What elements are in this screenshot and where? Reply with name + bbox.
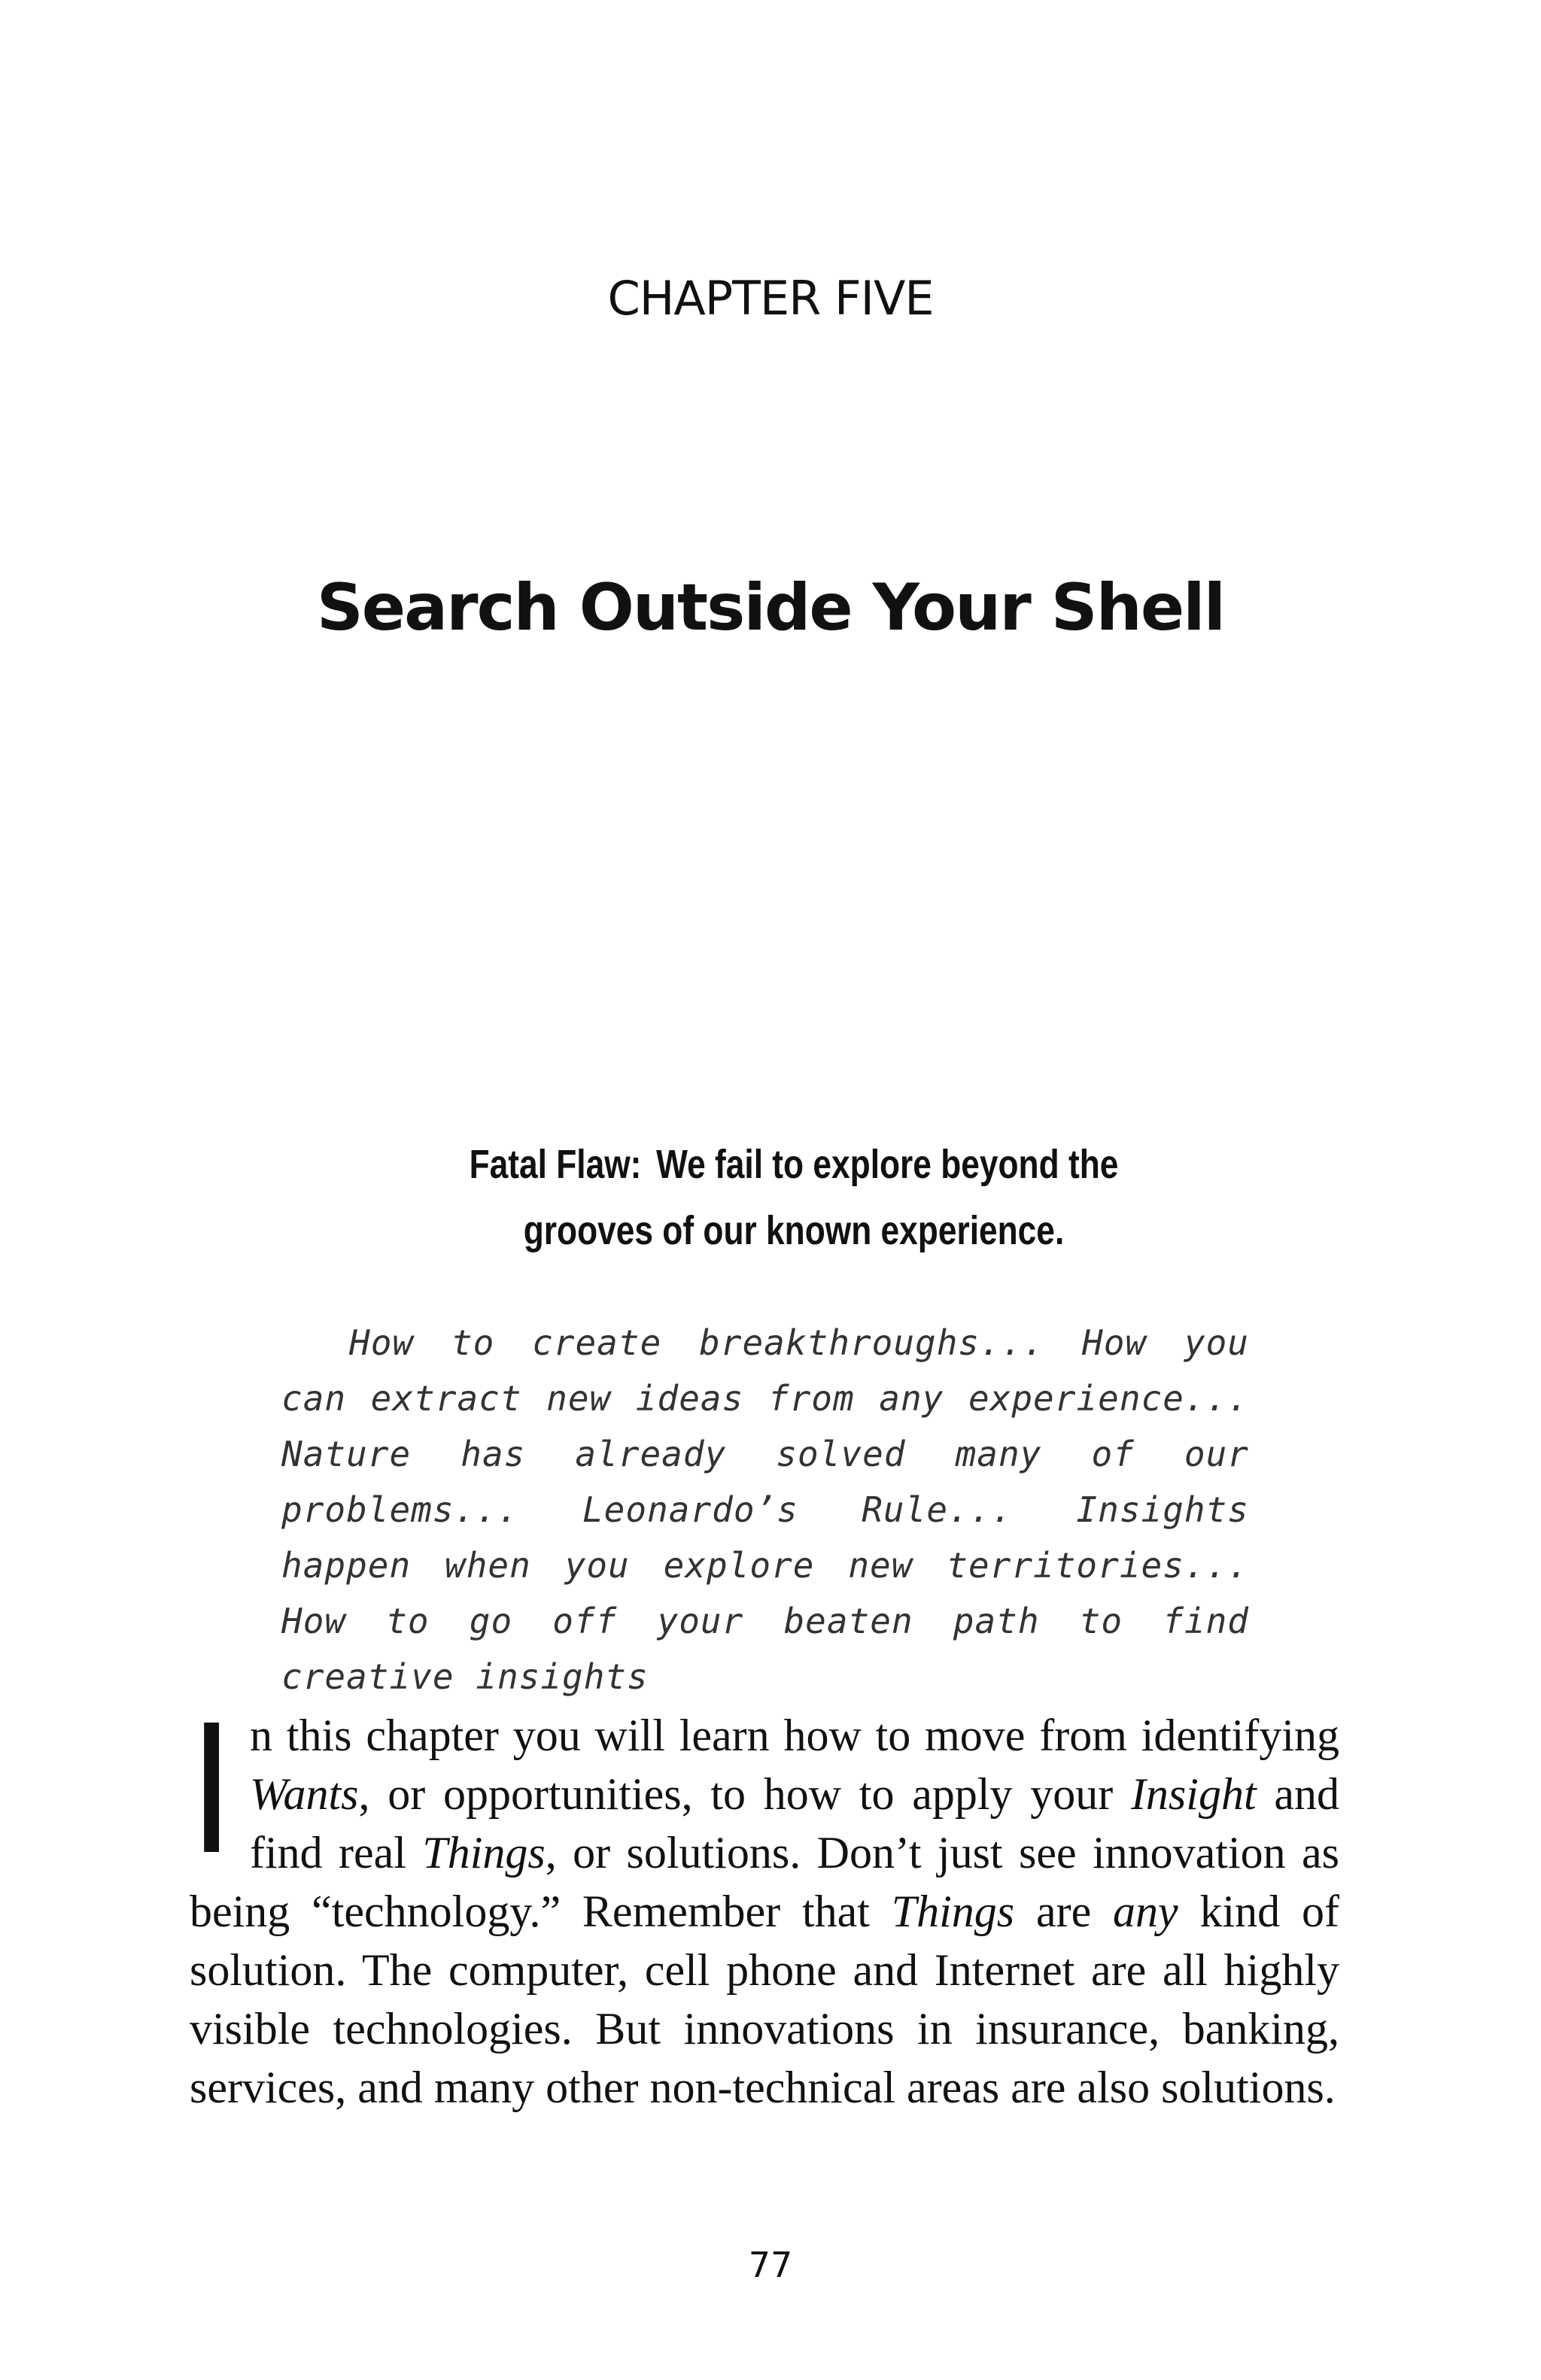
body-segment: kind of solution. The computer, cell phone and Internet are all highly visible technologies. But innovations in insurance, banking, services, and many other non-technical areas are also solutions. (190, 1887, 1339, 2112)
body-segment: , or solutions. Don’t just see innovation as being “technology.” Remember that (190, 1828, 1340, 1936)
chapter-title: Search Outside Your Shell (316, 570, 1225, 645)
body-emphasis: Insight (1130, 1769, 1257, 1819)
body-segment: n this chapter you will learn how to move from identifying (250, 1711, 1339, 1760)
body-segment: are (1014, 1887, 1114, 1936)
body-segment: and find real (250, 1769, 1339, 1878)
chapter-teaser: How to create breakthroughs... How you can extract new ideas from any experience... Nature has already solved many of our problems... Leonardo’s Rule... Insights happen when you explore new territories... How to go off your beaten path to find creative insights (281, 1322, 1249, 1697)
body-emphasis: Things (422, 1828, 546, 1878)
fatal-flaw-label: Fatal Flaw: (469, 1142, 642, 1187)
chapter-label: CHAPTER FIVE (607, 271, 934, 326)
fatal-flaw-text: We fail to explore beyond the grooves of our known experience. (523, 1142, 1119, 1253)
body-paragraph (190, 1682, 1340, 2117)
drop-cap: I (197, 1682, 226, 1892)
page-number: 77 (748, 2245, 793, 2285)
body-emphasis: any (1113, 1887, 1178, 1936)
body-emphasis: Wants (250, 1769, 359, 1819)
body-segment: , or opportunities, to how to apply your (358, 1769, 1131, 1819)
body-emphasis: Things (891, 1887, 1015, 1936)
fatal-flaw (415, 1131, 1174, 1264)
